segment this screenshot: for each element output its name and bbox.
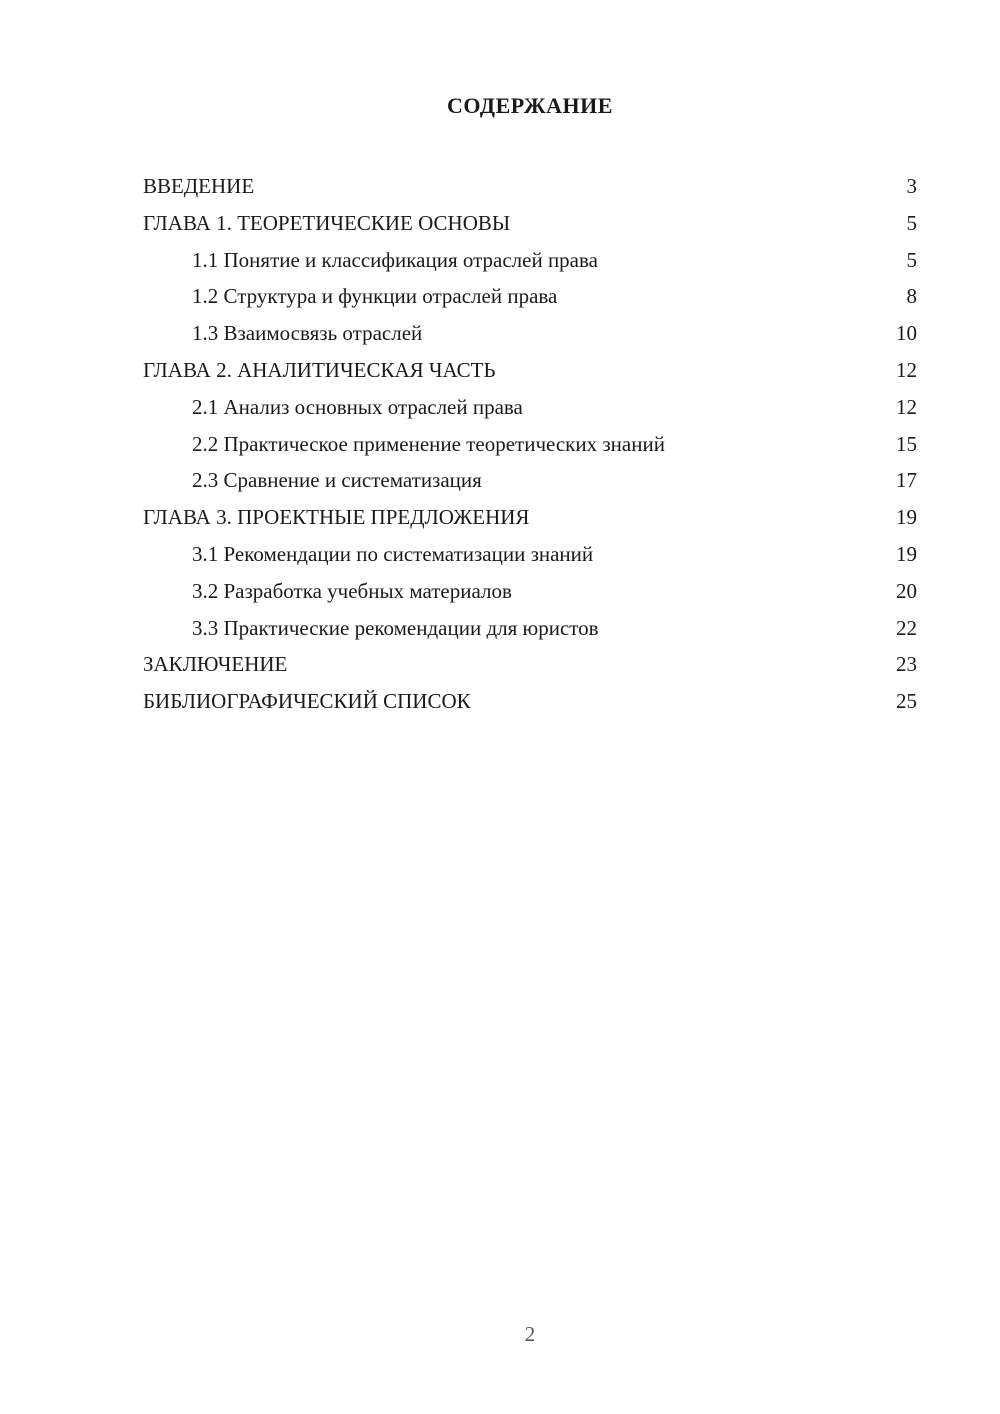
toc-entry-page-number: 5 xyxy=(906,247,917,272)
toc-entry-label: 2.1 Анализ основных отраслей права xyxy=(192,394,523,419)
toc-entry-page-number: 17 xyxy=(896,468,917,493)
toc-entry-page-number: 10 xyxy=(896,321,917,346)
toc-entry-label: 2.2 Практическое применение теоретических знаний xyxy=(192,431,665,456)
page-title: СОДЕРЖАНИЕ xyxy=(447,93,613,118)
toc-entry-label: 3.1 Рекомендации по систематизации знаний xyxy=(192,541,594,566)
toc-entry xyxy=(143,168,917,205)
toc-entry xyxy=(143,683,917,720)
toc-entry-page-number: 8 xyxy=(906,284,917,309)
toc-entry-label: 2.3 Сравнение и систематизация xyxy=(192,468,482,493)
toc-entry xyxy=(143,426,917,463)
toc-entry-label: БИБЛИОГРАФИЧЕСКИЙ СПИСОК xyxy=(143,689,471,714)
toc-entry-label: ГЛАВА 3. ПРОЕКТНЫЕ ПРЕДЛОЖЕНИЯ xyxy=(143,505,530,530)
toc-entry-page-number: 19 xyxy=(896,505,917,530)
toc-entry-page-number: 3 xyxy=(906,174,917,198)
toc-entry xyxy=(143,242,917,279)
toc-entry-label: 3.3 Практические рекомендации для юристов xyxy=(192,615,599,640)
footer-page-number: 2 xyxy=(524,1322,536,1346)
toc-entry xyxy=(143,315,917,352)
toc-entry-page-number: 22 xyxy=(896,615,917,640)
toc-entry-page-number: 19 xyxy=(896,541,917,566)
toc-entry-page-number: 12 xyxy=(896,357,917,382)
toc-entry xyxy=(143,573,917,610)
toc-entry-page-number: 23 xyxy=(896,652,917,677)
toc-entry-label: ГЛАВА 2. АНАЛИТИЧЕСКАЯ ЧАСТЬ xyxy=(143,357,496,382)
toc-entry xyxy=(143,646,917,683)
toc-entry-page-number: 12 xyxy=(896,394,917,419)
toc-entry xyxy=(143,278,917,315)
toc-entry-label: 1.2 Структура и функции отраслей права xyxy=(192,284,558,309)
toc-entry xyxy=(143,352,917,389)
toc-entry xyxy=(143,462,917,499)
toc-entry-label: 1.1 Понятие и классификация отраслей права xyxy=(192,247,598,272)
toc-entry-page-number: 15 xyxy=(896,431,917,456)
toc-entry-label: 1.3 Взаимосвязь отраслей xyxy=(192,321,423,346)
toc-entry-label: ЗАКЛЮЧЕНИЕ xyxy=(143,652,288,677)
toc-entry-page-number: 20 xyxy=(896,578,917,603)
toc-entry-label: 3.2 Разработка учебных материалов xyxy=(192,578,512,603)
table-of-contents xyxy=(143,168,917,720)
toc-entry xyxy=(143,610,917,647)
toc-entry-label: ГЛАВА 1. ТЕОРЕТИЧЕСКИЕ ОСНОВЫ xyxy=(143,210,511,235)
toc-entry xyxy=(143,205,917,242)
toc-entry-label: ВВЕДЕНИЕ xyxy=(143,174,255,198)
toc-entry xyxy=(143,536,917,573)
toc-entry-page-number: 25 xyxy=(896,689,917,714)
toc-entry xyxy=(143,389,917,426)
toc-entry xyxy=(143,499,917,536)
toc-entry-page-number: 5 xyxy=(906,210,917,235)
